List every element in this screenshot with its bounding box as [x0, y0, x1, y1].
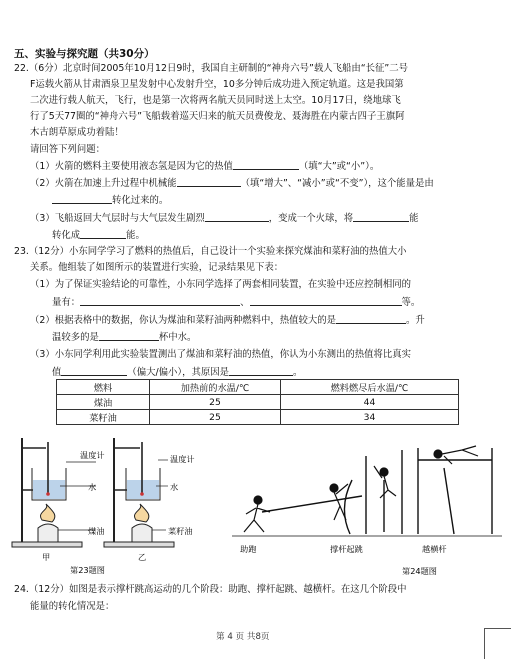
q23-sub1-text: 量有：	[52, 297, 81, 308]
stand-base	[12, 542, 82, 547]
table-cell: 煤油	[57, 395, 150, 410]
q23-sub2-mid: 。升	[405, 315, 425, 326]
flame	[40, 504, 54, 522]
q22-sub3-cont	[52, 229, 145, 242]
q23-sub3-text: 值	[52, 367, 62, 378]
label-fuel: 菜籽油	[168, 526, 193, 536]
figure-24-caption: 第24题图	[402, 566, 437, 576]
answer-blank[interactable]	[229, 366, 293, 376]
q23-sub2	[30, 314, 425, 327]
q22-line: 木古朗草原成功着陆！	[30, 127, 124, 138]
answer-blank[interactable]	[80, 296, 240, 306]
page-corner-mark	[484, 628, 511, 659]
answer-blank[interactable]	[353, 212, 409, 222]
label-jia: 甲	[42, 552, 51, 562]
table-cell: 25	[150, 410, 281, 425]
label-yi: 乙	[138, 552, 147, 562]
stage-label-run: 助跑	[240, 544, 257, 554]
q22-sub2	[30, 177, 434, 190]
water-surface	[33, 480, 65, 499]
answer-blank[interactable]	[205, 212, 269, 222]
figure-24	[222, 436, 512, 580]
q22-sub3-end: 能	[409, 213, 419, 224]
answer-blank[interactable]	[80, 229, 126, 239]
q22-sub3-mid: ，变成一个火球，将	[268, 213, 354, 224]
thermometer-bulb	[140, 492, 144, 496]
figure-23-caption: 第23题图	[70, 565, 105, 575]
label-water: 水	[170, 482, 179, 492]
q23-sub1: （1）为了保证实验结论的可靠性，小东同学选择了两套相同装置，在实验中还应控制相同的	[30, 279, 411, 290]
table-cell: 44	[281, 395, 459, 410]
q22-sub2-text: （2）火箭在加速上升过程中机械能	[30, 178, 177, 189]
q22-line: 二次进行载人航天，飞行，也是第一次将两名航天员同时送上太空。10月17日，绕地球飞	[30, 95, 401, 106]
label-fuel: 煤油	[88, 526, 105, 536]
q22-sub1-hint: （填“大”或“小”）。	[298, 161, 380, 172]
bent-pole	[344, 480, 352, 534]
table-header: 燃料	[57, 380, 150, 395]
q23-sub3-mid: （偏大/偏小），其原因是	[127, 367, 229, 378]
fuel-lamp	[38, 524, 58, 542]
q22-line: 22.（6分）北京时间2005年10月12日9时，我国自主研制的“神舟六号”载人飞船由“长征”二号	[14, 63, 408, 74]
q23-sub1-tail: 等。	[401, 297, 421, 308]
answer-blank[interactable]	[99, 331, 159, 341]
flame	[134, 504, 148, 522]
q23-sub2-tail: 杯中水。	[158, 332, 197, 343]
stage-label-takeoff: 撑杆起跳	[330, 544, 363, 554]
q23-sub2-cont	[52, 331, 196, 344]
section-title: 五、实验与探究题（共30分）	[14, 48, 155, 60]
bar-clearing-figure	[434, 446, 478, 534]
q22-sub2-cont	[52, 194, 168, 207]
water-surface	[127, 480, 159, 499]
q22-line: F运载火箭从甘肃酒泉卫星发射中心发射升空，10多分钟后成功进入预定轨道。这是我国第	[30, 79, 404, 90]
vault-pole	[444, 468, 454, 534]
q23-sub2-text2: 温较多的是	[52, 332, 99, 343]
q23-sub3: （3）小东同学利用此实验装置测出了煤油和菜籽油的热值，你认为小东测出的热值将比真实	[30, 349, 411, 360]
table-cell: 25	[150, 395, 281, 410]
table-header: 加热前的水温/℃	[150, 380, 281, 395]
q23-line: 23.（12分）小东同学学习了燃料的热值后，自己设计一个实验来探究煤油和菜籽油的热值大小	[14, 246, 407, 257]
q23-sub2-text: （2）根据表格中的数据，你认为煤油和菜籽油两种燃料中，热值较大的是	[30, 315, 336, 326]
q23-line: 关系。他组装了如图所示的装置进行实验，记录结果见下表：	[30, 262, 284, 273]
stand-base	[104, 542, 174, 547]
table-row	[57, 395, 459, 410]
answer-blank[interactable]	[177, 177, 241, 187]
data-table	[56, 379, 459, 425]
q23-sub1-sep: 、	[240, 297, 250, 308]
q22-sub2-hint: （填“增大”、“减小”或“不变”），这个能量是由	[240, 178, 434, 189]
q22-line: 请回答下列问题：	[30, 144, 106, 155]
answer-blank[interactable]	[52, 194, 112, 204]
thermometer-bulb	[46, 492, 50, 496]
label-thermometer: 温度计	[170, 454, 195, 464]
pole-vault-drawing	[232, 446, 502, 536]
q23-sub1-cont	[52, 296, 420, 309]
table-header: 燃料燃尽后水温/℃	[281, 380, 459, 395]
fuel-lamp	[132, 524, 152, 542]
q22-line: 行了5天77圈的“神舟六号”飞船载着巡天归来的航天员费俊龙、聂海胜在内蒙古四子王旗阿	[30, 111, 405, 122]
q22-sub3	[30, 212, 419, 225]
q22-sub1-text: （1）火箭的燃料主要使用液态氢是因为它的热值	[30, 161, 233, 172]
label-water: 水	[88, 482, 97, 492]
answer-blank[interactable]	[336, 314, 406, 324]
q24-line: 24.（12分）如图是表示撑杆跳高运动的几个阶段：助跑、撑杆起跳、越横杆。在这几个阶段中	[14, 584, 407, 595]
q22-sub3-text: （3）飞船返回大气层时与大气层发生剧烈	[30, 213, 205, 224]
table-header-row	[57, 380, 459, 395]
stage-label-bar: 越横杆	[422, 544, 447, 554]
answer-blank[interactable]	[250, 296, 402, 306]
table-cell: 34	[281, 410, 459, 425]
q22-sub2-tail: 转化过来的。	[112, 195, 169, 206]
q22-sub1	[30, 160, 379, 173]
vaulter-high-figure	[374, 466, 396, 532]
takeoff-figure	[330, 480, 352, 534]
label-thermometer: 温度计	[80, 450, 105, 460]
table-row	[57, 410, 459, 425]
q23-sub3-cont	[52, 366, 302, 379]
table-cell: 菜籽油	[57, 410, 150, 425]
page-number: 第 4 页 共8页	[216, 632, 270, 642]
q22-sub3-tail: 能。	[126, 230, 145, 241]
q23-sub3-tail: 。	[292, 367, 303, 378]
vault-pole	[262, 496, 362, 512]
answer-blank[interactable]	[61, 366, 127, 376]
q22-sub3-text2: 转化成	[52, 230, 81, 241]
figure-23	[0, 430, 210, 580]
q24-line: 能量的转化情况是：	[30, 601, 115, 612]
answer-blank[interactable]	[233, 160, 299, 170]
apparatus-yi-drawing	[104, 438, 174, 547]
